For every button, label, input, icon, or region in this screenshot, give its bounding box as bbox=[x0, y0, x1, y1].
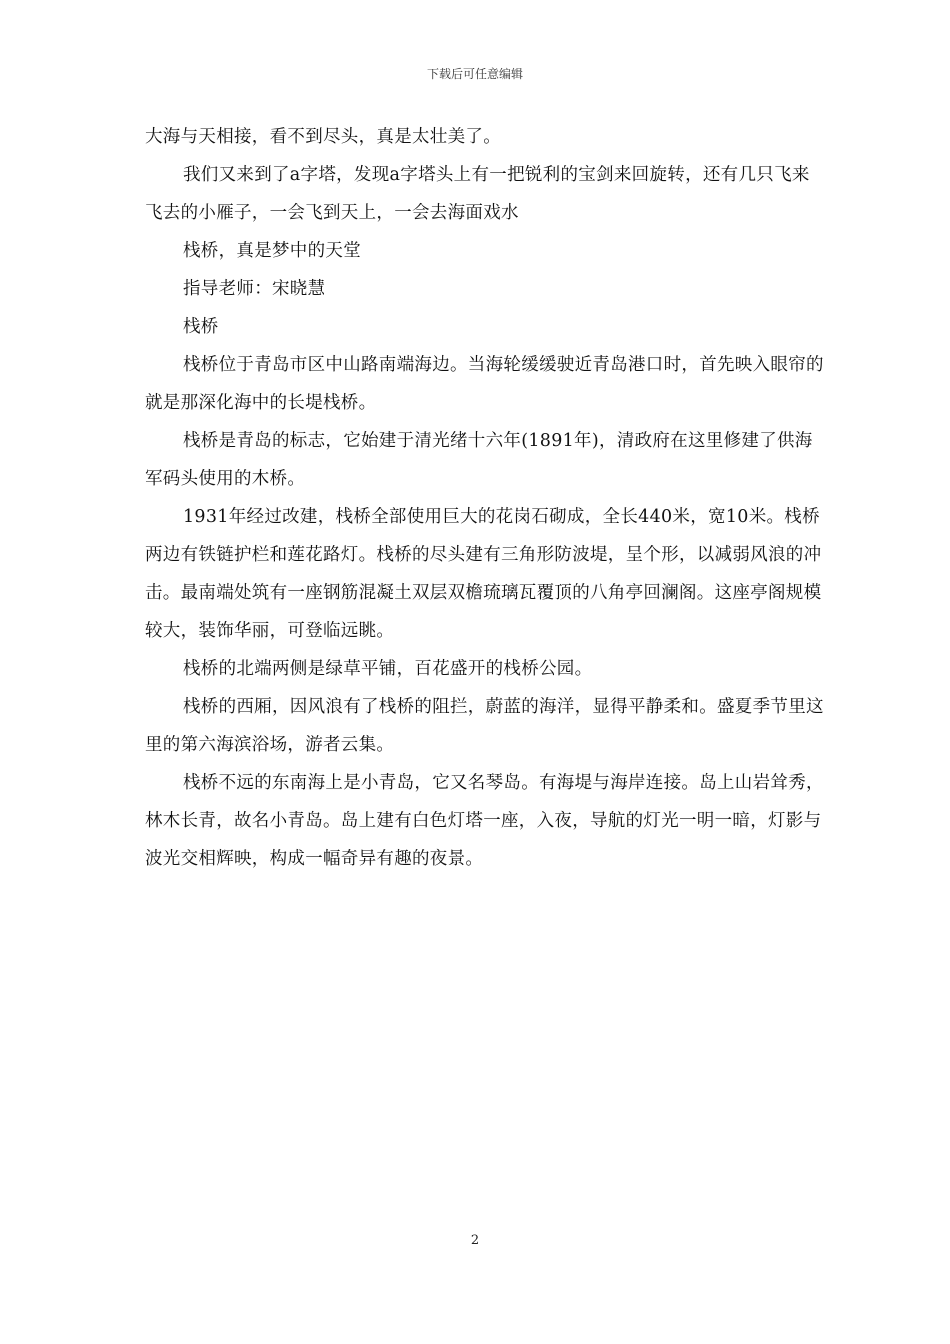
paragraph-7: 栈桥是青岛的标志，它始建于清光绪十六年(1891年)，清政府在这里修建了供海军码头使用的木桥。 bbox=[145, 431, 813, 489]
paragraph-9: 栈桥的北端两侧是绿草平铺，百花盛开的栈桥公园。 bbox=[183, 659, 593, 679]
paragraph-2: 我们又来到了a字塔，发现a字塔头上有一把锐利的宝剑来回旋转，还有几只飞来飞去的小雁子，一会飞到天上，一会去海面戏水 bbox=[145, 165, 810, 223]
page-number: 2 bbox=[470, 1233, 480, 1248]
paragraph-10: 栈桥的西厢，因风浪有了栈桥的阻拦，蔚蓝的海洋，显得平静柔和。盛夏季节里这里的第六海滨浴场，游者云集。 bbox=[145, 697, 824, 755]
paragraph-5: 栈桥 bbox=[183, 317, 219, 337]
paragraph-11: 栈桥不远的东南海上是小青岛，它又名琴岛。有海堤与海岸连接。岛上山岩耸秀，林木长青，故名小青岛。岛上建有白色灯塔一座，入夜，导航的灯光一明一暗，灯影与波光交相辉映，构成一幅奇异有趣的夜景。 bbox=[145, 773, 824, 869]
paragraph-8: 1931年经过改建，栈桥全部使用巨大的花岗石砌成，全长440米，宽10米。栈桥两边有铁链护栏和莲花路灯。栈桥的尽头建有三角形防波堤，呈个形，以减弱风浪的冲击。最南端处筑有一座钢筋混凝土双层双檐琉璃瓦覆顶的八角亭回澜阁。这座亭阁规模较大，装饰华丽，可登临远眺。 bbox=[145, 507, 822, 641]
paragraph-4: 指导老师：宋晓慧 bbox=[183, 279, 326, 299]
paragraph-3: 栈桥，真是梦中的天堂 bbox=[183, 241, 361, 261]
paragraph-6: 栈桥位于青岛市区中山路南端海边。当海轮缓缓驶近青岛港口时，首先映入眼帘的就是那深化海中的长堤栈桥。 bbox=[145, 355, 824, 413]
document-body bbox=[145, 118, 825, 878]
paragraph-1: 大海与天相接，看不到尽头，真是太壮美了。 bbox=[145, 127, 501, 147]
page-header: 下载后可任意编辑 bbox=[426, 67, 523, 81]
